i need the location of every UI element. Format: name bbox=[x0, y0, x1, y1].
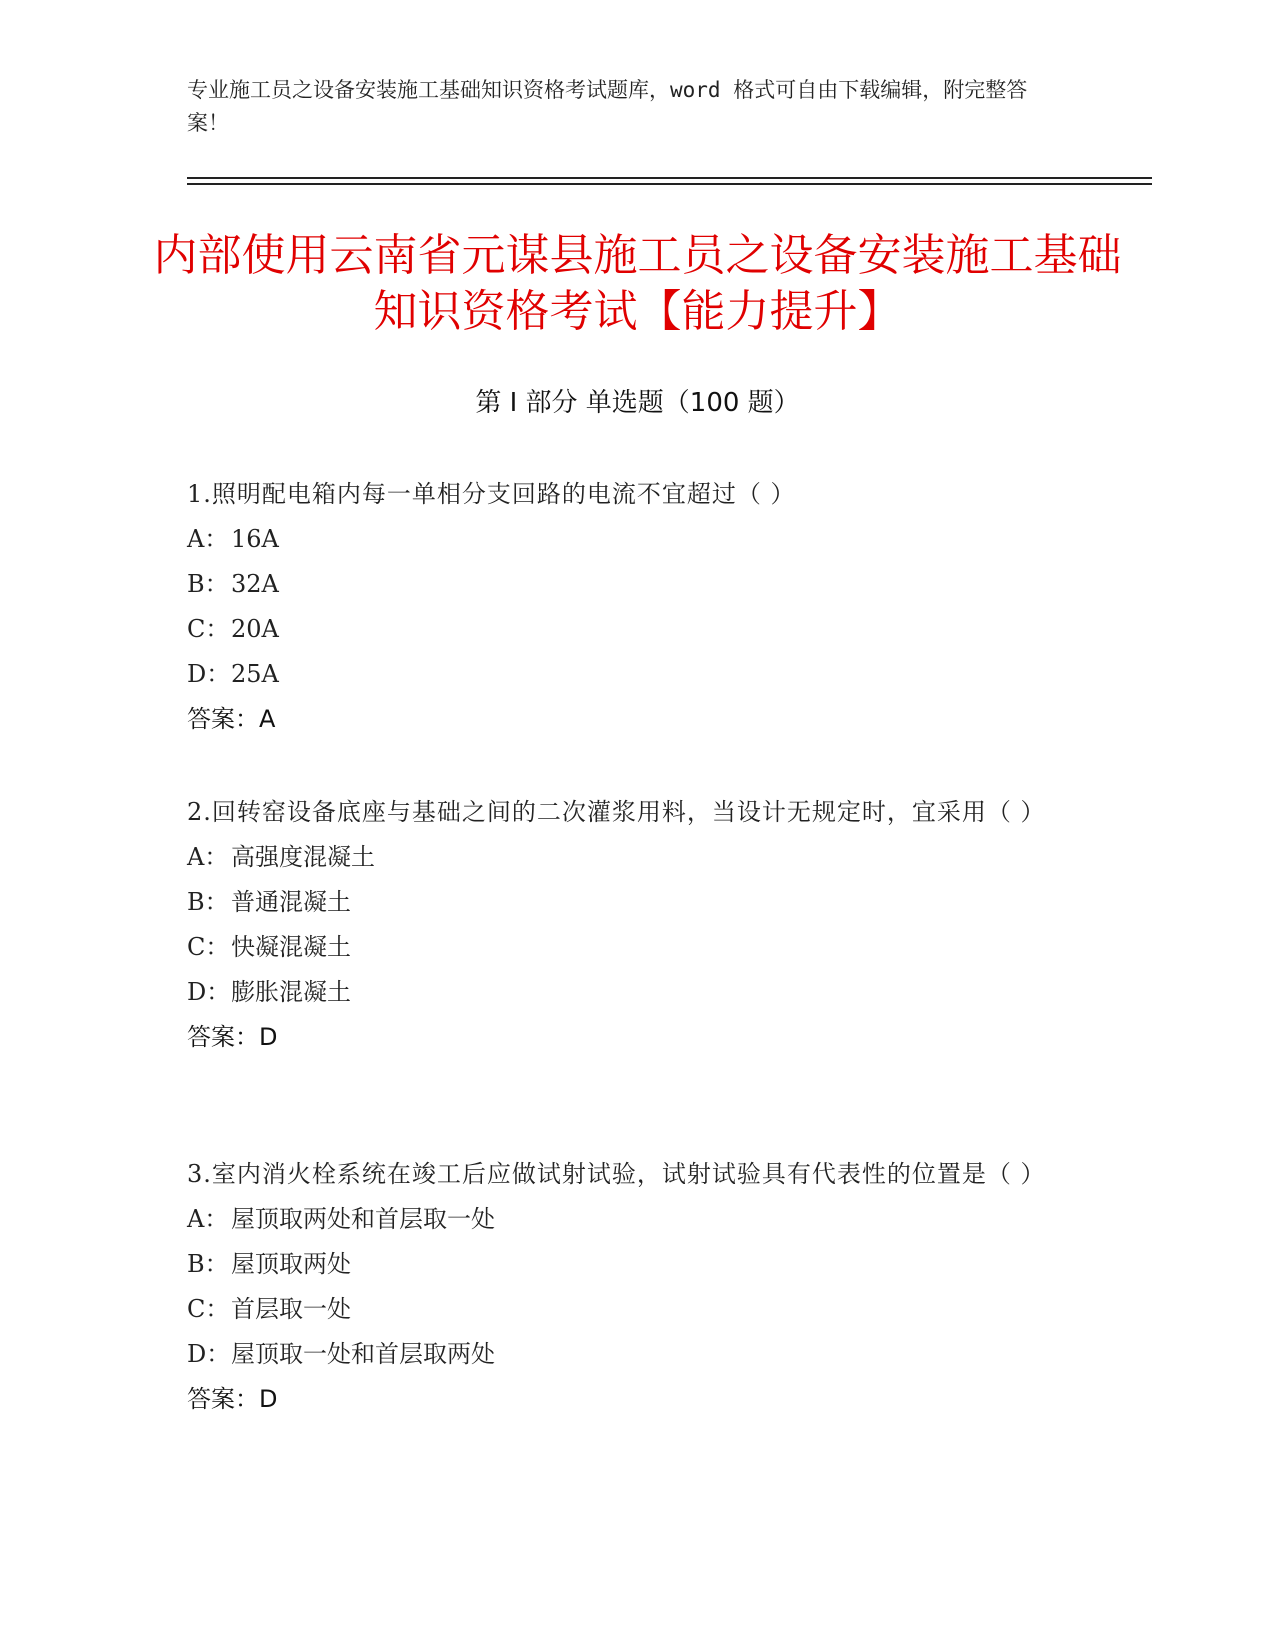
option-key: A： bbox=[187, 1205, 229, 1233]
header-note: 专业施工员之设备安装施工基础知识资格考试题库，word 格式可自由下载编辑，附完整答案！ bbox=[187, 78, 1028, 135]
section-heading: 第 I 部分 单选题（100 题） bbox=[475, 388, 800, 418]
option-key: D： bbox=[187, 978, 231, 1006]
option-key: B： bbox=[187, 570, 229, 598]
option-b bbox=[187, 562, 1067, 607]
option-text: 16A bbox=[231, 525, 279, 553]
answer: 答案：A bbox=[187, 705, 276, 733]
option-c bbox=[187, 1287, 1067, 1332]
option-key: D： bbox=[187, 660, 231, 688]
option-key: D： bbox=[187, 1340, 231, 1368]
option-text: 屋顶取两处 bbox=[231, 1250, 351, 1278]
option-key: A： bbox=[187, 525, 229, 553]
option-text: 膨胀混凝土 bbox=[231, 978, 351, 1006]
option-d bbox=[187, 970, 1067, 1015]
option-text: 20A bbox=[231, 615, 279, 643]
header-divider-bottom bbox=[187, 183, 1152, 185]
question-stem: 2.回转窑设备底座与基础之间的二次灌浆用料，当设计无规定时，宜采用（ ） bbox=[187, 798, 1046, 826]
question-3 bbox=[187, 1152, 1067, 1422]
option-text: 32A bbox=[231, 570, 279, 598]
answer: 答案：D bbox=[187, 1023, 278, 1051]
answer: 答案：D bbox=[187, 1385, 278, 1413]
document-title: 内部使用云南省元谋县施工员之设备安装施工基础知识资格考试【能力提升】 bbox=[153, 230, 1122, 337]
option-key: B： bbox=[187, 1250, 229, 1278]
option-key: C： bbox=[187, 933, 230, 961]
question-stem: 3.室内消火栓系统在竣工后应做试射试验，试射试验具有代表性的位置是（ ） bbox=[187, 1160, 1046, 1188]
option-d bbox=[187, 652, 1067, 697]
option-text: 首层取一处 bbox=[231, 1295, 351, 1323]
option-a bbox=[187, 1197, 1067, 1242]
question-1 bbox=[187, 472, 1067, 742]
option-text: 快凝混凝土 bbox=[231, 933, 351, 961]
header-divider-top bbox=[187, 177, 1152, 179]
option-text: 普通混凝土 bbox=[231, 888, 351, 916]
option-c bbox=[187, 925, 1067, 970]
option-a bbox=[187, 517, 1067, 562]
option-text: 25A bbox=[231, 660, 279, 688]
option-text: 屋顶取两处和首层取一处 bbox=[231, 1205, 495, 1233]
option-d bbox=[187, 1332, 1067, 1377]
option-key: B： bbox=[187, 888, 229, 916]
option-b bbox=[187, 1242, 1067, 1287]
question-stem: 1.照明配电箱内每一单相分支回路的电流不宜超过（ ） bbox=[187, 480, 796, 508]
question-2 bbox=[187, 790, 1067, 1060]
option-c bbox=[187, 607, 1067, 652]
option-b bbox=[187, 880, 1067, 925]
option-text: 屋顶取一处和首层取两处 bbox=[231, 1340, 495, 1368]
option-key: A： bbox=[187, 843, 229, 871]
option-key: C： bbox=[187, 1295, 230, 1323]
option-a bbox=[187, 835, 1067, 880]
option-key: C： bbox=[187, 615, 230, 643]
option-text: 高强度混凝土 bbox=[231, 843, 375, 871]
